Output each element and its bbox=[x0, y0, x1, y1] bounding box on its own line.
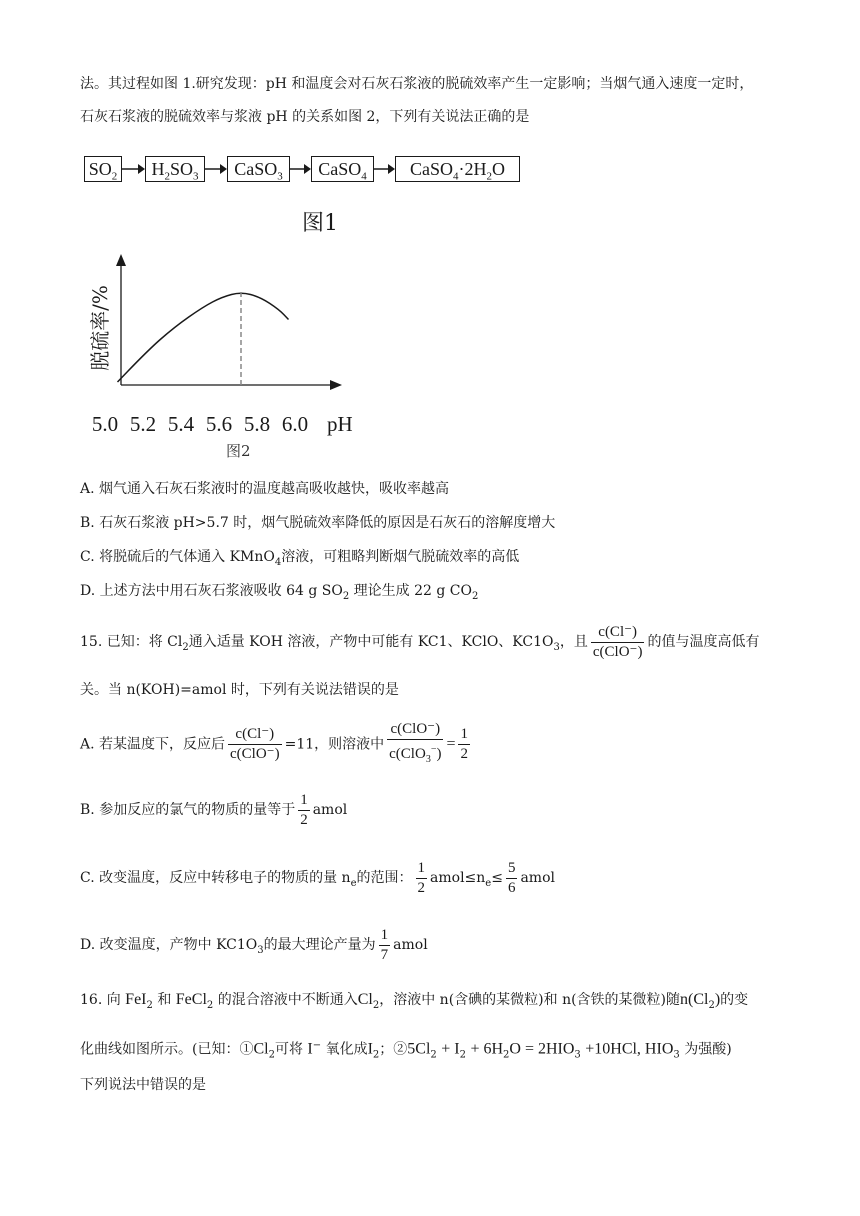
x-tick-label: 5.4 bbox=[167, 412, 195, 436]
q16-stem-line-3: 下列说法中错误的是 bbox=[80, 1077, 206, 1093]
q15-option-c: C. 改变温度，反应中转移电子的物质的量 $n_e$的范围： $\frac{1}{2}$ $amol\le n_e\le$ $\frac{5}{6}$ amol bbox=[80, 859, 555, 896]
q15-option-d: D. 改变温度，产物中 $KC1O_3$的最大理论产量为 $\frac{1}{7}$ amol bbox=[80, 926, 428, 963]
figure-2-chart bbox=[70, 250, 380, 465]
y-axis bbox=[116, 254, 126, 385]
q15-stem: 15. 已知：将 $Cl_2$通入适量 KOH 溶液，产物中可能有 KC1、KClO、$KC1O_3$，且 $\frac{c(Cl^-)}{\text{c(ClO⁻)}}$ 的值与温度高低有 bbox=[80, 623, 760, 660]
q15-option-a: A. 若某温度下，反应后 $\frac{c(Cl^-)}{\text{c(ClO⁻)}}$ =11，则溶液中 $\frac{\text{c(ClO⁻)}}{c(ClO_3^-)}$ = $\frac{1}{2}$ bbox=[80, 721, 468, 765]
q16-stem-line-2: 化曲线如图所示。(已知：$①Cl_2$可将 I− 氧化成$I_2$；$②5Cl_2 + I_2 + 6H_2O = 2HIO_3 +10HCl$, $HIO_3$ 为强酸) bbox=[80, 1040, 732, 1061]
q15-option-b: B. 参加反应的氯气的物质的量等于 $\frac{1}{2}$ amol bbox=[80, 791, 348, 828]
x-axis-arrow-icon bbox=[330, 380, 342, 390]
chloride-ratio-fraction: $\frac{c(Cl^-)}{\text{c(ClO⁻)}}$ bbox=[592, 623, 643, 660]
x-axis-label: pH bbox=[327, 412, 353, 436]
x-tick-label: 5.6 bbox=[205, 412, 233, 436]
q14-option-a: A. 烟气通入石灰石浆液时的温度越高吸收越快，吸收率越高 bbox=[80, 481, 450, 497]
flow-box-so2: $SO_2$ bbox=[84, 156, 122, 182]
q14-option-c: C. 将脱硫后的气体通入 KMnO$_4$溶液，可粗略判断烟气脱硫效率的高低 bbox=[80, 549, 520, 568]
flow-box-h2so3: $H_2SO_3$ bbox=[145, 156, 205, 182]
q14-option-d: D. 上述方法中用石灰石浆液吸收 64 g $SO_2$ 理论生成 22 g $CO_2$ bbox=[80, 583, 479, 602]
x-tick-label: 5.0 bbox=[91, 412, 119, 436]
arrow-icon bbox=[289, 160, 311, 178]
y-axis-label: 脱硫率/% bbox=[88, 285, 112, 371]
figure-1-caption: 图1 bbox=[302, 211, 338, 236]
x-tick-label: 6.0 bbox=[281, 412, 309, 436]
intro-line-1: 法。其过程如图 1.研究发现：pH 和温度会对石灰石浆液的脱硫效率产生一定影响；当烟气通入速度一定时， bbox=[80, 76, 754, 92]
flow-box-caso4: CaSO$_4$ bbox=[311, 156, 374, 182]
y-axis-arrow-icon bbox=[116, 254, 126, 266]
q15-stem-line-2: 关。当 n(KOH)=amol 时，下列有关说法错误的是 bbox=[80, 682, 399, 698]
x-axis bbox=[121, 380, 342, 390]
flow-box-caso3: CaSO$_3$ bbox=[227, 156, 290, 182]
x-tick-labels bbox=[92, 412, 308, 436]
x-tick-label: 5.8 bbox=[243, 412, 271, 436]
arrow-icon bbox=[204, 160, 227, 178]
x-tick-label: 5.2 bbox=[129, 412, 157, 436]
sulfur-removal-curve bbox=[118, 293, 289, 382]
chart-caption: 图2 bbox=[226, 442, 251, 460]
arrow-icon bbox=[121, 160, 145, 178]
q14-option-b: B. 石灰石浆液 pH>5.7 时，烟气脱硫效率降低的原因是石灰石的溶解度增大 bbox=[80, 515, 556, 531]
arrow-icon bbox=[373, 160, 395, 178]
flow-box-gypsum: $CaSO_4\cdot 2H_2O$ bbox=[395, 156, 520, 182]
intro-line-2: 石灰石浆液的脱硫效率与浆液 pH 的关系如图 2，下列有关说法正确的是 bbox=[80, 109, 530, 125]
q16-stem-line-1: 16. 向 FeI$_2$ 和 FeCl$_2$ 的混合溶液中不断通入$Cl_2$，溶液中 n(含碘的某微粒)和 n(含铁的某微粒)随$n(Cl_2)$的变 bbox=[80, 991, 749, 1011]
